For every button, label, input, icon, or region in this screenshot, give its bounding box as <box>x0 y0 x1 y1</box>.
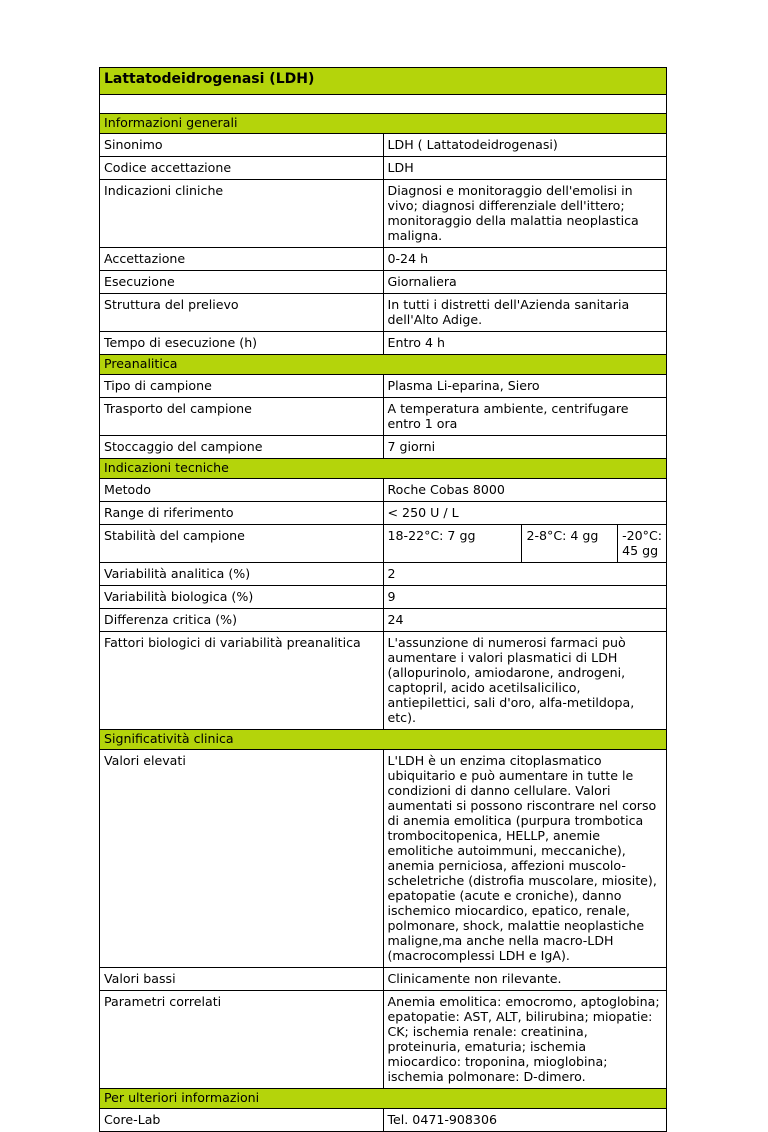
row-stoccaggio <box>100 436 667 459</box>
label-correlati: Parametri correlati <box>100 991 384 1089</box>
value-metodo: Roche Cobas 8000 <box>383 479 667 502</box>
value-diff-critica: 24 <box>383 609 667 632</box>
row-var-analitica <box>100 563 667 586</box>
row-elevati <box>100 750 667 968</box>
value-var-analitica: 2 <box>383 563 667 586</box>
label-trasporto: Trasporto del campione <box>100 398 384 436</box>
label-stabilita: Stabilità del campione <box>100 525 384 563</box>
label-stoccaggio: Stoccaggio del campione <box>100 436 384 459</box>
value-tipo: Plasma Li-eparina, Siero <box>383 375 667 398</box>
value-codice: LDH <box>383 157 667 180</box>
row-bassi <box>100 968 667 991</box>
row-trasporto <box>100 398 667 436</box>
row-correlati <box>100 991 667 1089</box>
section-title-preanalytic: Preanalitica <box>100 355 667 375</box>
title-row <box>100 68 667 95</box>
section-clinical <box>100 730 667 750</box>
value-esecuzione: Giornaliera <box>383 271 667 294</box>
value-accettazione: 0-24 h <box>383 248 667 271</box>
label-accettazione: Accettazione <box>100 248 384 271</box>
stability-freezer: -20°C: 45 gg <box>617 525 662 562</box>
label-var-biologica: Variabilità biologica (%) <box>100 586 384 609</box>
value-bassi: Clinicamente non rilevante. <box>383 968 667 991</box>
stability-room-temp: 18-22°C: 7 gg <box>387 528 476 543</box>
value-stoccaggio: 7 giorni <box>383 436 667 459</box>
value-stabilita <box>383 525 667 563</box>
value-var-biologica: 9 <box>383 586 667 609</box>
section-technical <box>100 459 667 479</box>
section-title-general: Informazioni generali <box>100 114 667 134</box>
row-var-biologica <box>100 586 667 609</box>
value-struttura: In tutti i distretti dell'Azienda sanitaria dell'Alto Adige. <box>383 294 667 332</box>
label-var-analitica: Variabilità analitica (%) <box>100 563 384 586</box>
value-indicazioni: Diagnosi e monitoraggio dell'emolisi in vivo; diagnosi differenziale dell'ittero; monitoraggio della malattia neoplastica maligna. <box>383 180 667 248</box>
row-fattori <box>100 632 667 730</box>
row-accettazione <box>100 248 667 271</box>
value-range: < 250 U / L <box>383 502 667 525</box>
section-title-clinical: Significatività clinica <box>100 730 667 750</box>
value-correlati: Anemia emolitica: emocromo, aptoglobina; epatopatie: AST, ALT, bilirubina; miopatie: CK; ischemia renale: creatinina, proteinuria, ematuria; ischemia miocardico: troponina, mioglobina; ischemia polmonare: D-dimero. <box>383 991 667 1089</box>
row-esecuzione <box>100 271 667 294</box>
label-tempo: Tempo di esecuzione (h) <box>100 332 384 355</box>
stability-cells <box>388 528 663 558</box>
lab-test-sheet <box>99 67 667 1132</box>
row-struttura <box>100 294 667 332</box>
row-tempo <box>100 332 667 355</box>
spacer-row <box>100 95 667 114</box>
row-corelab <box>100 1109 667 1132</box>
row-diff-critica <box>100 609 667 632</box>
label-fattori: Fattori biologici di variabilità preanalitica <box>100 632 384 730</box>
value-corelab: Tel. 0471-908306 <box>383 1109 667 1132</box>
value-tempo: Entro 4 h <box>383 332 667 355</box>
label-range: Range di riferimento <box>100 502 384 525</box>
section-general <box>100 114 667 134</box>
value-fattori: L'assunzione di numerosi farmaci può aumentare i valori plasmatici di LDH (allopurinolo, amiodarone, androgeni, captopril, acido acetilsalicilico, antiepilettici, sali d'oro, alfa-metildopa, etc). <box>383 632 667 730</box>
test-info-table <box>99 67 667 1132</box>
stability-fridge: 2-8°C: 4 gg <box>521 525 617 562</box>
row-range <box>100 502 667 525</box>
section-title-technical: Indicazioni tecniche <box>100 459 667 479</box>
label-tipo: Tipo di campione <box>100 375 384 398</box>
label-diff-critica: Differenza critica (%) <box>100 609 384 632</box>
label-metodo: Metodo <box>100 479 384 502</box>
section-info <box>100 1089 667 1109</box>
label-indicazioni: Indicazioni cliniche <box>100 180 384 248</box>
row-indicazioni <box>100 180 667 248</box>
label-esecuzione: Esecuzione <box>100 271 384 294</box>
value-sinonimo: LDH ( Lattatodeidrogenasi) <box>383 134 667 157</box>
section-title-info: Per ulteriori informazioni <box>100 1089 667 1109</box>
row-stabilita <box>100 525 667 563</box>
row-sinonimo <box>100 134 667 157</box>
label-codice: Codice accettazione <box>100 157 384 180</box>
value-elevati: L'LDH è un enzima citoplasmatico ubiquitario e può aumentare in tutte le condizioni di danno cellulare. Valori aumentati si possono riscontrare nel corso di anemia emolitica (purpura trombotica trombocitopenica, HELLP, anemie emolitiche autoimmuni, meccaniche), anemia perniciosa, affezioni muscolo-scheletriche (distrofia muscolare, miosite), epatopatie (acute e croniche), danno ischemico miocardico, epatico, renale, polmonare, shock, malattie neoplastiche maligne,ma anche nella macro-LDH (macrocomplessi LDH e IgA). <box>383 750 667 968</box>
row-tipo <box>100 375 667 398</box>
value-trasporto: A temperatura ambiente, centrifugare entro 1 ora <box>383 398 667 436</box>
label-bassi: Valori bassi <box>100 968 384 991</box>
row-metodo <box>100 479 667 502</box>
row-codice <box>100 157 667 180</box>
label-elevati: Valori elevati <box>100 750 384 968</box>
label-sinonimo: Sinonimo <box>100 134 384 157</box>
section-preanalytic <box>100 355 667 375</box>
label-struttura: Struttura del prelievo <box>100 294 384 332</box>
page-title: Lattatodeidrogenasi (LDH) <box>100 68 667 95</box>
label-corelab: Core-Lab <box>100 1109 384 1132</box>
